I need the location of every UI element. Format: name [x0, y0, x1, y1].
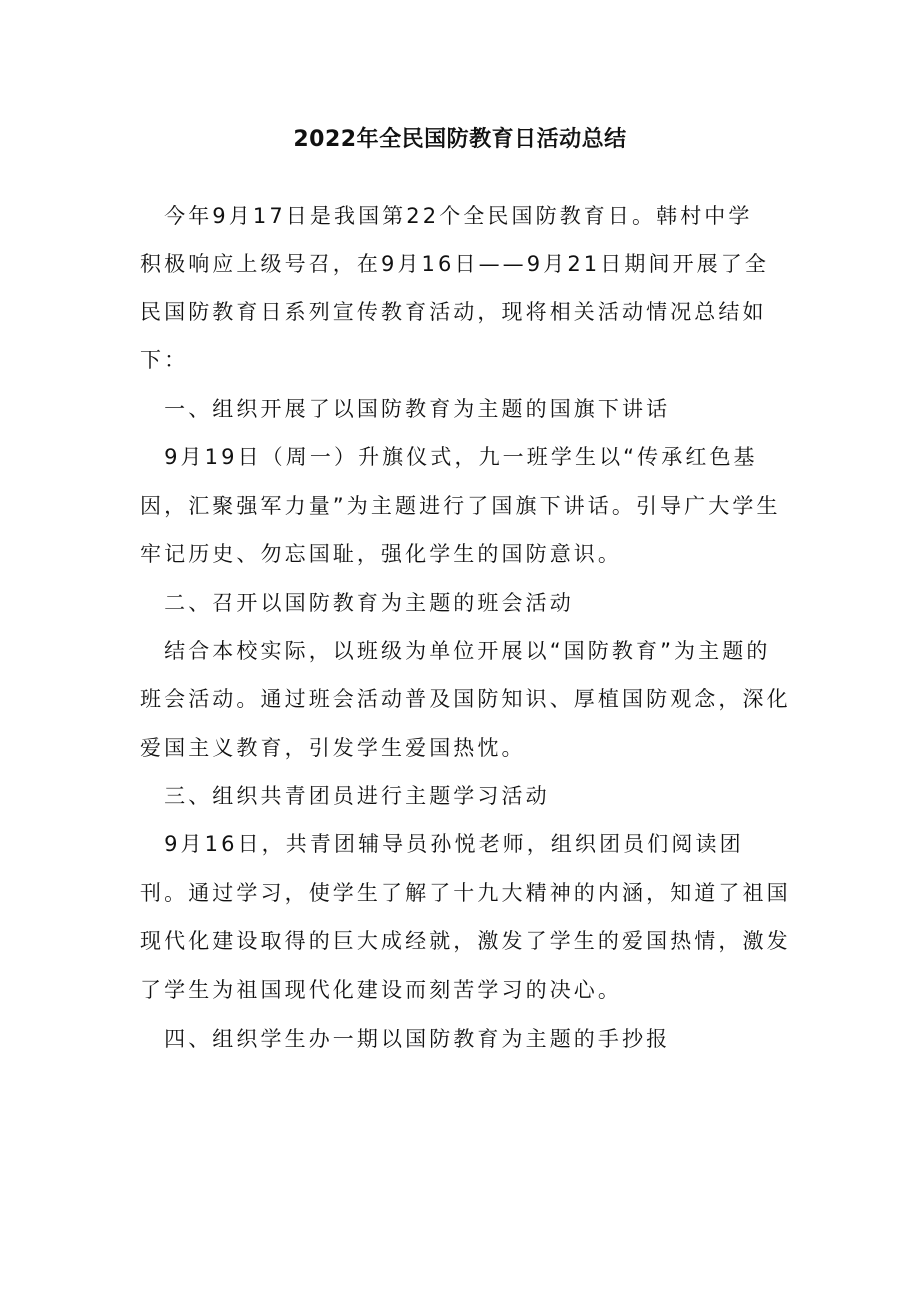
paragraph-line-12: 刊。通过学习，使学生了解了十九大精神的内涵，知道了祖国 [140, 881, 791, 905]
paragraph-line-2: 积极响应上级号召，在9月16日——9月21日期间开展了全 [140, 252, 769, 276]
paragraph-line-11: 9月16日，共青团辅导员孙悦老师，组织团员们阅读团 [140, 832, 744, 856]
paragraph-line-1: 今年9月17日是我国第22个全民国防教育日。韩村中学 [140, 204, 753, 228]
section-heading-1: 一、组织开展了以国防教育为主题的国旗下讲话 [140, 397, 671, 421]
section-heading-2: 二、召开以国防教育为主题的班会活动 [140, 591, 574, 615]
paragraph-line-14: 了学生为祖国现代化建设而刻苦学习的决心。 [140, 978, 622, 1002]
paragraph-line-4: 下： [140, 348, 189, 372]
paragraph-line-7: 牢记历史、勿忘国耻，强化学生的国防意识。 [140, 542, 622, 566]
paragraph-line-10: 爱国主义教育，引发学生爱国热忱。 [140, 736, 526, 760]
section-heading-4: 四、组织学生办一期以国防教育为主题的手抄报 [140, 1027, 671, 1051]
paragraph-line-9: 班会活动。通过班会活动普及国防知识、厚植国防观念，深化 [140, 687, 791, 711]
paragraph-line-13: 现代化建设取得的巨大成经就，激发了学生的爱国热情，激发 [140, 929, 791, 953]
paragraph-line-8: 结合本校实际，以班级为单位开展以“国防教育”为主题的 [140, 639, 771, 663]
section-heading-3: 三、组织共青团员进行主题学习活动 [140, 784, 550, 808]
document-title: 2022年全民国防教育日活动总结 [293, 127, 627, 152]
paragraph-line-6: 因，汇聚强军力量”为主题进行了国旗下讲话。引导广大学生 [140, 494, 781, 518]
paragraph-line-5: 9月19日（周一）升旗仪式，九一班学生以“传承红色基 [140, 445, 758, 469]
paragraph-line-3: 民国防教育日系列宣传教育活动，现将相关活动情况总结如 [140, 300, 767, 324]
